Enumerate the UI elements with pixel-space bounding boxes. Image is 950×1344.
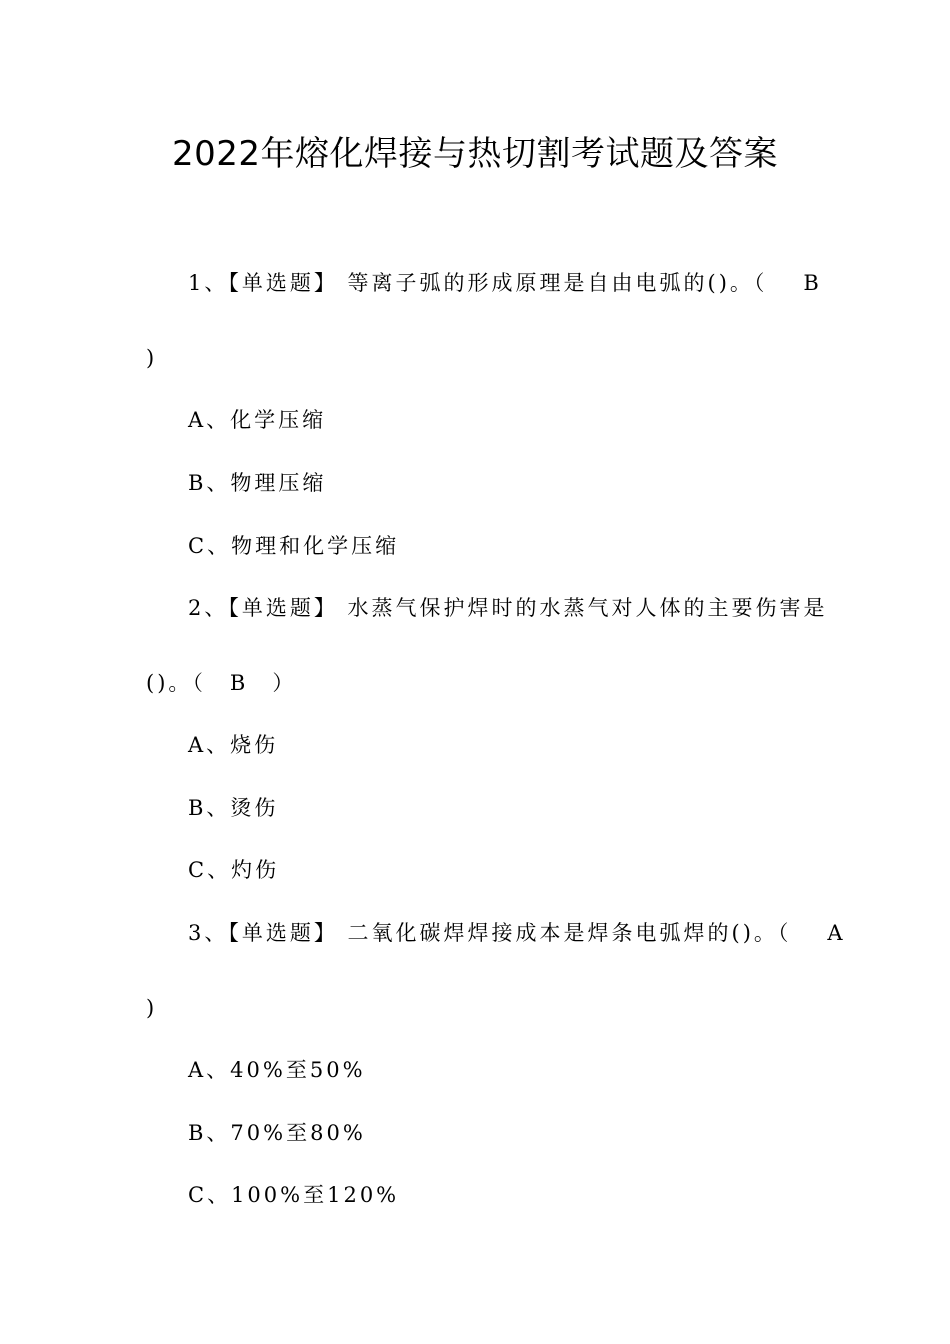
question-1-stem: 1、【单选题】 等离子弧的形成原理是自由电弧的()。（ <box>188 271 768 295</box>
question-3-text <box>188 918 846 948</box>
question-1-option-c: C、物理和化学压缩 <box>188 534 400 558</box>
question-2-continuation: ()。（ B ） <box>146 671 297 695</box>
question-1-answer: B <box>803 271 822 295</box>
question-1-continuation: ) <box>146 346 158 370</box>
question-1-option-a: A、化学压缩 <box>188 408 327 432</box>
question-3-stem: 3、【单选题】 二氧化碳焊焊接成本是焊条电弧焊的()。（ <box>188 921 792 945</box>
question-3-option-c: C、100%至120% <box>188 1183 400 1207</box>
question-3-continuation: ) <box>146 996 158 1020</box>
question-2-option-c: C、灼伤 <box>188 858 280 882</box>
question-1-option-b: B、物理压缩 <box>188 471 327 495</box>
question-2-text: 2、【单选题】 水蒸气保护焊时的水蒸气对人体的主要伤害是 <box>188 596 828 620</box>
question-3-answer: A <box>827 921 846 945</box>
question-1-text <box>188 268 822 298</box>
page-title: 2022年熔化焊接与热切割考试题及答案 <box>171 134 779 174</box>
question-2-option-b: B、烫伤 <box>188 796 279 820</box>
question-3-option-b: B、70%至80% <box>188 1121 366 1145</box>
question-2-option-a: A、烧伤 <box>188 733 279 757</box>
question-3-option-a: A、40%至50% <box>188 1058 366 1082</box>
